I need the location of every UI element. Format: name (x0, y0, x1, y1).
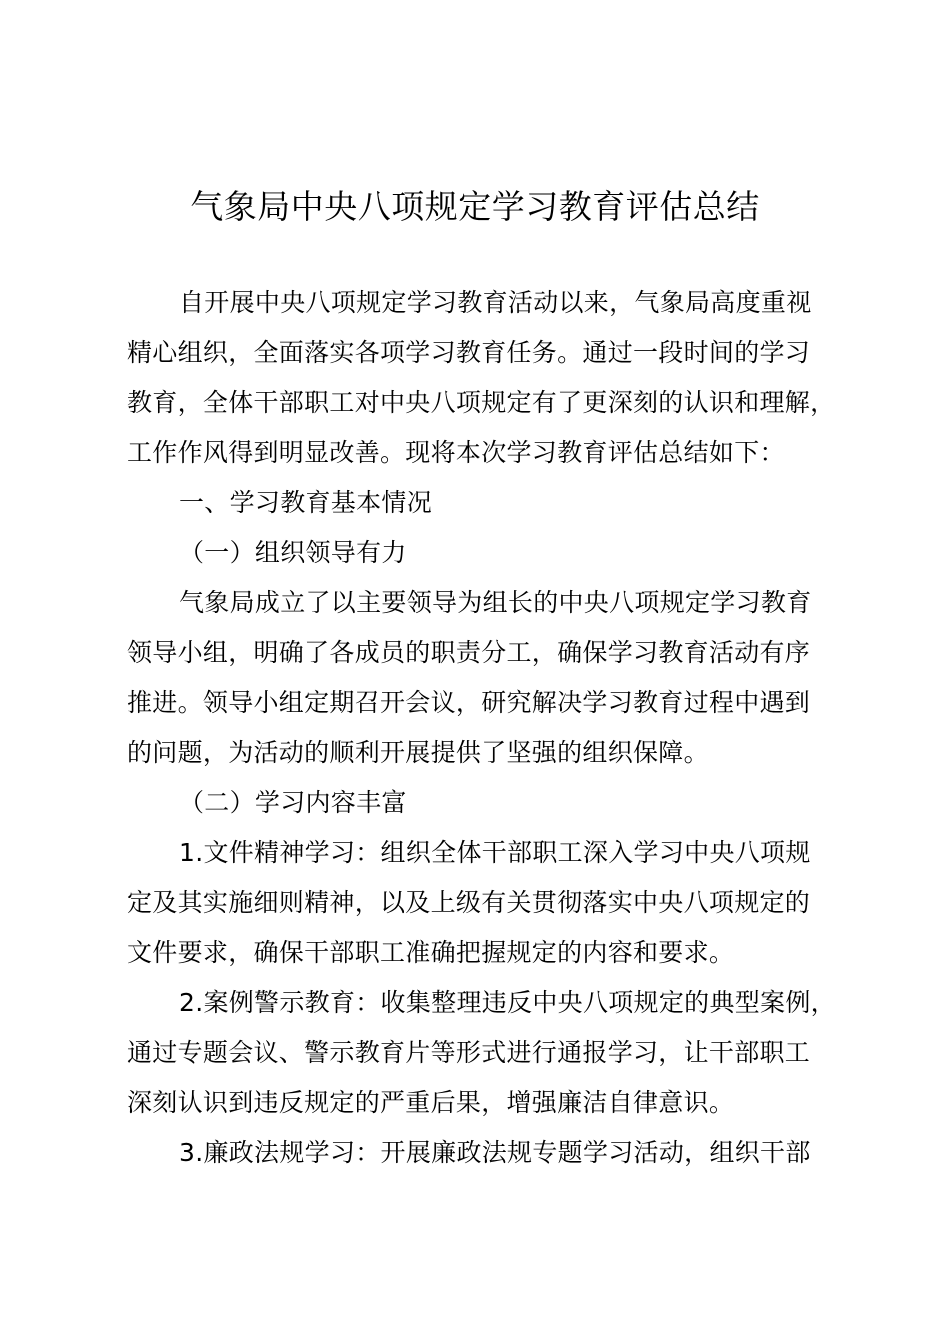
paragraph-line: 的问题，为活动的顺利开展提供了坚强的组织保障。 (127, 738, 709, 767)
section-heading: 一、学习教育基本情况 (179, 488, 433, 517)
paragraph-line: 领导小组，明确了各成员的职责分工，确保学习教育活动有序 (127, 638, 811, 667)
paragraph-line: 推进。领导小组定期召开会议，研究解决学习教育过程中遇到 (127, 688, 811, 717)
subsection-heading: （二）学习内容丰富 (179, 788, 407, 817)
list-item-line: 2.案例警示教育：收集整理违反中央八项规定的典型案例， (179, 988, 836, 1017)
list-item-line: 定及其实施细则精神，以及上级有关贯彻落实中央八项规定的 (127, 888, 811, 917)
list-item-line: 文件要求，确保干部职工准确把握规定的内容和要求。 (127, 938, 735, 967)
document-title: 气象局中央八项规定学习教育评估总结 (190, 187, 760, 226)
paragraph-line: 教育，全体干部职工对中央八项规定有了更深刻的认识和理解， (127, 388, 836, 417)
list-item-line: 3.廉政法规学习：开展廉政法规专题学习活动，组织干部 (179, 1138, 811, 1167)
subsection-heading: （一）组织领导有力 (179, 538, 407, 567)
list-item-line: 深刻认识到违反规定的严重后果，增强廉洁自律意识。 (127, 1088, 735, 1117)
document-body (127, 278, 836, 1178)
paragraph-line: 自开展中央八项规定学习教育活动以来，气象局高度重视 (179, 288, 812, 317)
paragraph-line: 工作作风得到明显改善。现将本次学习教育评估总结如下： (127, 438, 785, 467)
list-item-line: 通过专题会议、警示教育片等形式进行通报学习，让干部职工 (127, 1038, 811, 1067)
paragraph-line: 精心组织，全面落实各项学习教育任务。通过一段时间的学习 (127, 338, 811, 367)
list-item-line: 1.文件精神学习：组织全体干部职工深入学习中央八项规 (179, 838, 811, 867)
paragraph-line: 气象局成立了以主要领导为组长的中央八项规定学习教育 (179, 588, 812, 617)
